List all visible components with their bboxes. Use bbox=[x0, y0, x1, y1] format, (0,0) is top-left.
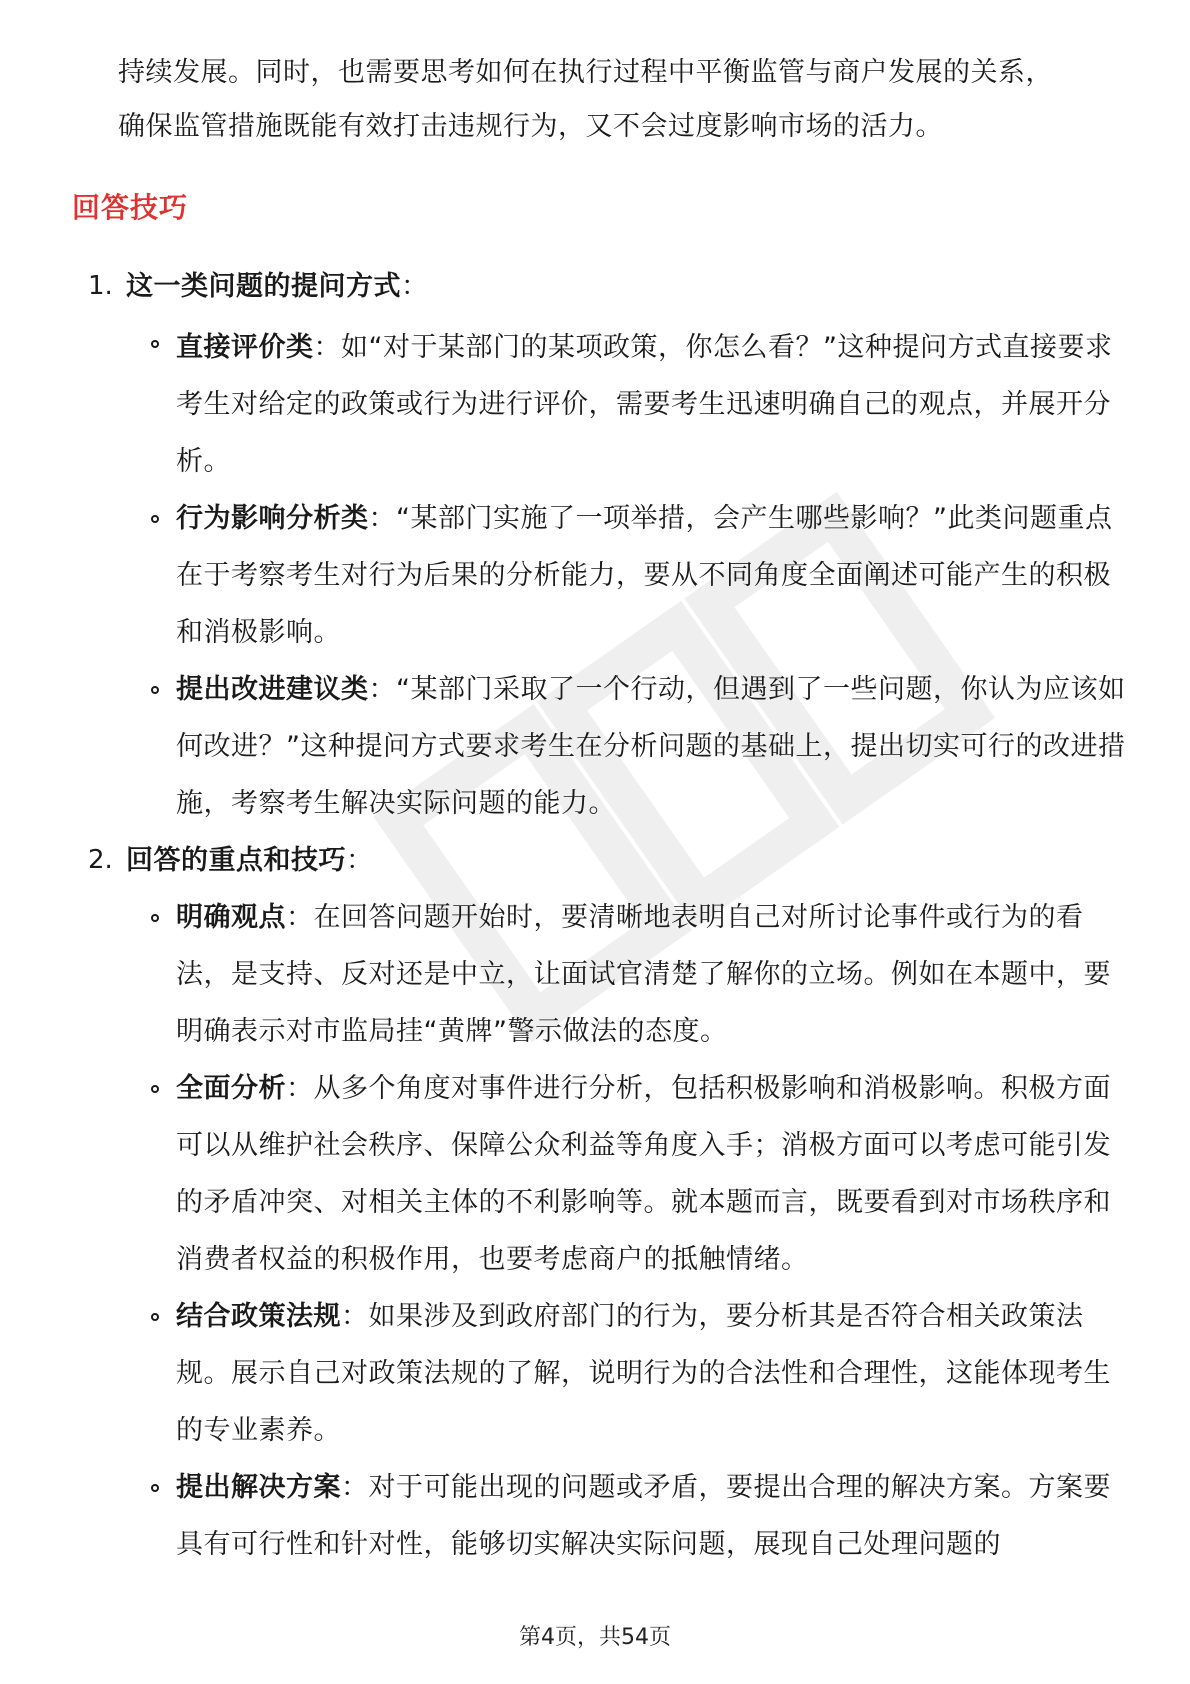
intro-line-1: 持续发展。同时，也需要思考如何在执行过程中平衡监管与商户发展的关系， bbox=[118, 57, 1053, 88]
sub-item bbox=[0, 315, 1190, 490]
hollow-bullet-icon bbox=[151, 340, 159, 348]
hollow-bullet-icon bbox=[151, 1313, 159, 1321]
sub-item-label: 直接评价类 bbox=[176, 332, 314, 363]
hollow-bullet-icon bbox=[151, 1085, 159, 1093]
item-title-text: 这一类问题的提问方式 bbox=[126, 271, 401, 302]
sub-item-text: ：对于可能出现的问题或矛盾，要提出合理的解决方案。方案要具有可行性和针对性，能够切实解决实际问题，展现自己处理问题的 bbox=[176, 1472, 1111, 1560]
sub-item bbox=[0, 1459, 1190, 1573]
sub-item-text: ：“某部门实施了一项举措，会产生哪些影响？”此类问题重点在于考察考生对行为后果的分析能力，要从不同角度全面阐述可能产生的积极和消极影响。 bbox=[176, 503, 1113, 648]
sub-item-text: ：如“对于某部门的某项政策，你怎么看？”这种提问方式直接要求考生对给定的政策或行为进行评价，需要考生迅速明确自己的观点，并展开分析。 bbox=[176, 332, 1113, 477]
sub-list bbox=[0, 315, 1190, 832]
sub-item-label: 结合政策法规 bbox=[176, 1301, 341, 1332]
sub-item-text: ：从多个角度对事件进行分析，包括积极影响和消极影响。积极方面可以从维护社会秩序、保障公众利益等角度入手；消极方面可以考虑可能引发的矛盾冲突、对相关主体的不利影响等。就本题而言，既要看到对市场秩序和消费者权益的积极作用，也要考虑商户的抵触情绪。 bbox=[176, 1073, 1111, 1275]
hollow-bullet-icon bbox=[151, 686, 159, 694]
sub-item-label: 全面分析 bbox=[176, 1073, 286, 1104]
item-number: 2. bbox=[88, 845, 113, 875]
sub-item bbox=[0, 889, 1190, 1060]
sub-list bbox=[0, 889, 1190, 1573]
sub-item bbox=[0, 661, 1190, 832]
sub-item-label: 提出改进建议类 bbox=[176, 674, 369, 705]
sub-item bbox=[0, 1060, 1190, 1288]
hollow-bullet-icon bbox=[151, 1484, 159, 1492]
sub-item-label: 提出解决方案 bbox=[176, 1472, 341, 1503]
sub-item-text: ：如果涉及到政府部门的行为，要分析其是否符合相关政策法规。展示自己对政策法规的了解，说明行为的合法性和合理性，这能体现考生的专业素养。 bbox=[176, 1301, 1111, 1446]
page-number: 第4页，共54页 bbox=[519, 1625, 671, 1650]
sub-item-text: ：“某部门采取了一个行动，但遇到了一些问题，你认为应该如何改进？”这种提问方式要求考生在分析问题的基础上，提出切实可行的改进措施，考察考生解决实际问题的能力。 bbox=[176, 674, 1126, 819]
sub-item-label: 明确观点 bbox=[176, 902, 286, 933]
item-number: 1. bbox=[88, 271, 113, 301]
item-colon: ： bbox=[401, 271, 429, 302]
hollow-bullet-icon bbox=[151, 515, 159, 523]
item-title bbox=[126, 832, 374, 889]
sub-item-text: ：在回答问题开始时，要清晰地表明自己对所讨论事件或行为的看法，是支持、反对还是中立，让面试官清楚了解你的立场。例如在本题中，要明确表示对市监局挂“黄牌”警示做法的态度。 bbox=[176, 902, 1111, 1047]
section-title: 回答技巧 bbox=[72, 191, 189, 224]
list-item-2 bbox=[0, 832, 1190, 1573]
hollow-bullet-icon bbox=[151, 914, 159, 922]
sub-item bbox=[0, 1288, 1190, 1459]
sub-item bbox=[0, 490, 1190, 661]
item-title-text: 回答的重点和技巧 bbox=[126, 845, 346, 876]
tips-list bbox=[0, 258, 1190, 1573]
item-title bbox=[126, 258, 429, 315]
list-item-1 bbox=[0, 258, 1190, 832]
item-colon: ： bbox=[346, 845, 374, 876]
sub-item-label: 行为影响分析类 bbox=[176, 503, 369, 534]
intro-line-2: 确保监管措施既能有效打击违规行为，又不会过度影响市场的活力。 bbox=[118, 111, 943, 142]
